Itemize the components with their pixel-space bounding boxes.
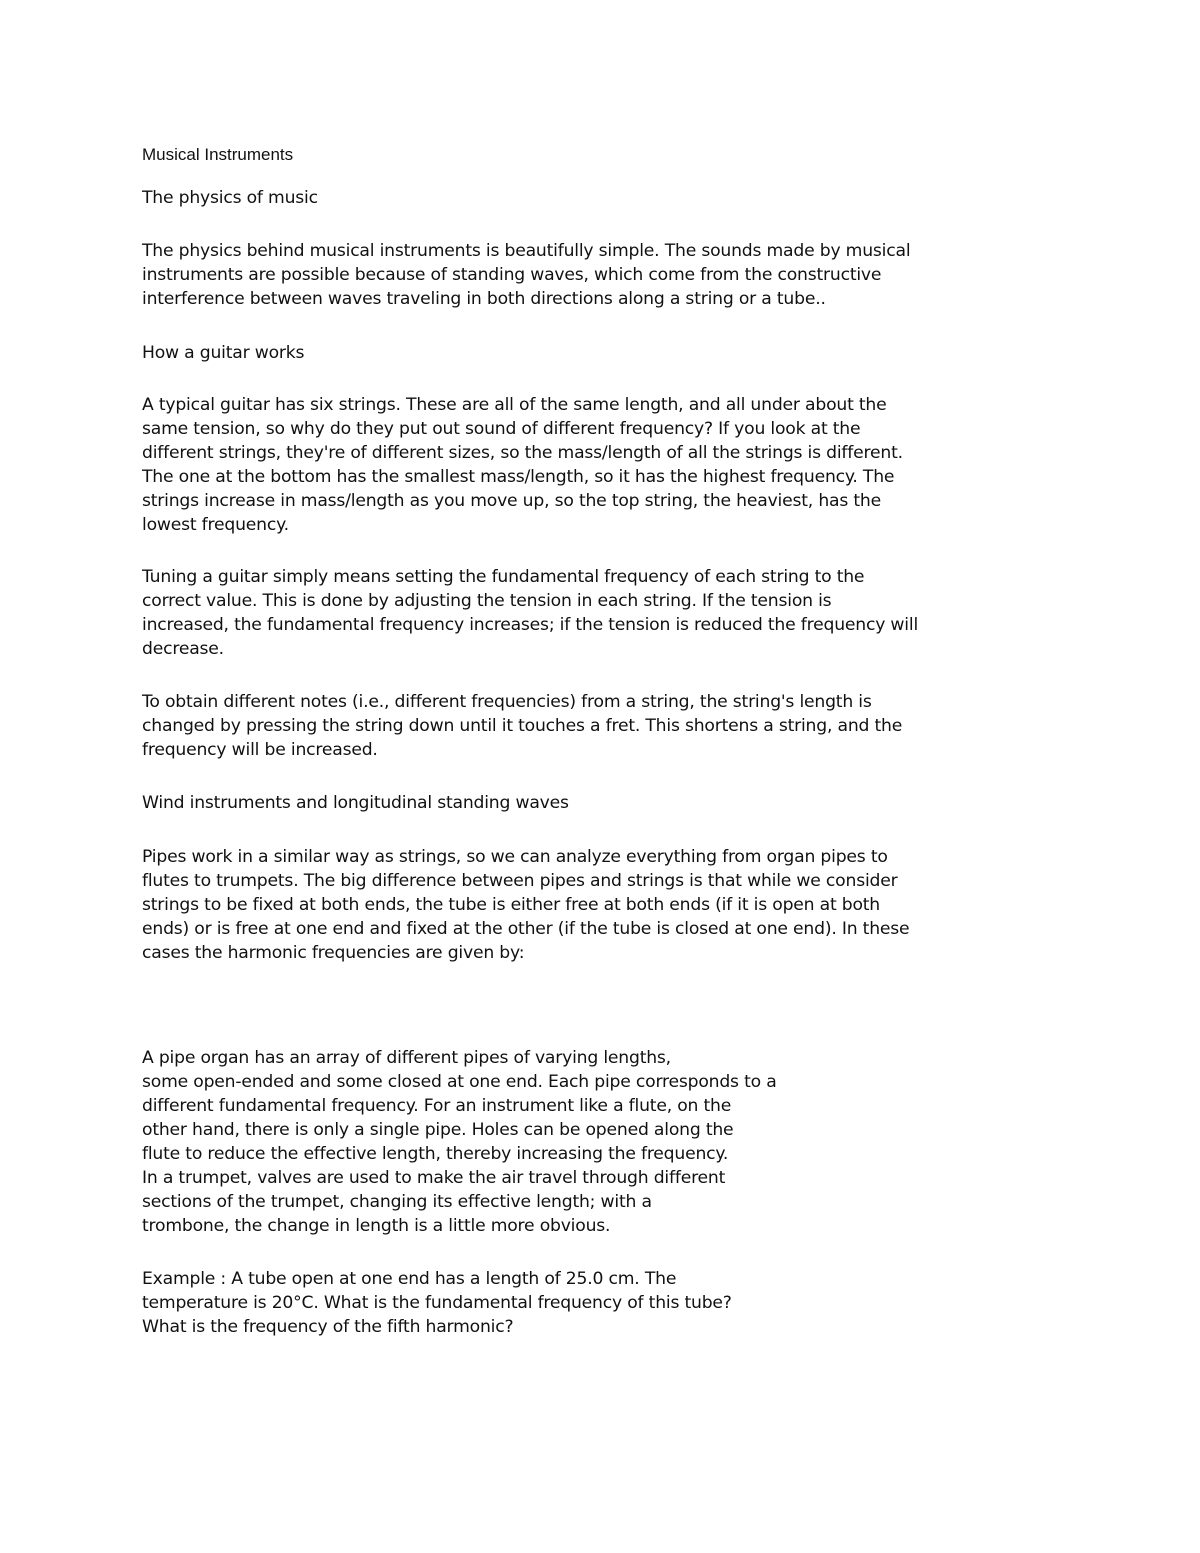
text-line: Example : A tube open at one end has a length of 25.0 cm. The xyxy=(142,1269,677,1289)
text-line: same tension, so why do they put out sound of different frequency? If you look at the xyxy=(142,419,861,439)
heading-guitar-works xyxy=(142,341,304,365)
paragraph-guitar-strings xyxy=(142,393,903,537)
text-line: A typical guitar has six strings. These are all of the same length, and all under about the xyxy=(142,395,887,415)
text-line: trombone, the change in length is a little more obvious. xyxy=(142,1216,611,1236)
text-line: sections of the trumpet, changing its effective length; with a xyxy=(142,1192,652,1212)
text-line: In a trumpet, valves are used to make the air travel through different xyxy=(142,1168,726,1188)
text-line: changed by pressing the string down until it touches a fret. This shortens a string, and the xyxy=(142,716,903,736)
text-line: The one at the bottom has the smallest mass/length, so it has the highest frequency. The xyxy=(142,467,895,487)
text-line: flutes to trumpets. The big difference between pipes and strings is that while we consider xyxy=(142,871,898,891)
text-line: different strings, they're of different sizes, so the mass/length of all the strings is different. xyxy=(142,443,903,463)
text-line: strings increase in mass/length as you move up, so the top string, the heaviest, has the xyxy=(142,491,881,511)
text-line: frequency will be increased. xyxy=(142,740,378,760)
text-line: correct value. This is done by adjusting the tension in each string. If the tension is xyxy=(142,591,832,611)
text-line: The physics behind musical instruments is beautifully simple. The sounds made by musical xyxy=(142,241,911,261)
text-line: Wind instruments and longitudinal standing waves xyxy=(142,793,569,813)
text-line: other hand, there is only a single pipe. Holes can be opened along the xyxy=(142,1120,734,1140)
text-line: interference between waves traveling in both directions along a string or a tube.. xyxy=(142,289,826,309)
text-line: What is the frequency of the fifth harmonic? xyxy=(142,1317,514,1337)
text-line: To obtain different notes (i.e., different frequencies) from a string, the string's length is xyxy=(142,692,872,712)
paragraph-physics-intro xyxy=(142,239,910,311)
text-line: ends) or is free at one end and fixed at the other (if the tube is closed at one end). In these xyxy=(142,919,910,939)
paragraph-guitar-tuning xyxy=(142,565,918,661)
text-line: flute to reduce the effective length, thereby increasing the frequency. xyxy=(142,1144,729,1164)
paragraph-guitar-notes xyxy=(142,690,902,762)
text-line: How a guitar works xyxy=(142,343,305,363)
text-line: temperature is 20°C. What is the fundamental frequency of this tube? xyxy=(142,1293,732,1313)
paragraph-pipes xyxy=(142,845,909,965)
heading-physics-of-music xyxy=(142,186,318,210)
text-line: The physics of music xyxy=(142,188,318,208)
document-title: Musical Instruments xyxy=(142,145,294,164)
paragraph-example xyxy=(142,1267,732,1339)
paragraph-pipe-organ xyxy=(142,1046,777,1238)
text-line: different fundamental frequency. For an instrument like a flute, on the xyxy=(142,1096,732,1116)
text-line: Pipes work in a similar way as strings, so we can analyze everything from organ pipes to xyxy=(142,847,888,867)
text-line: decrease. xyxy=(142,639,224,659)
text-line: lowest frequency. xyxy=(142,515,289,535)
text-line: Tuning a guitar simply means setting the fundamental frequency of each string to the xyxy=(142,567,865,587)
text-line: strings to be fixed at both ends, the tube is either free at both ends (if it is open at both xyxy=(142,895,881,915)
text-line: increased, the fundamental frequency increases; if the tension is reduced the frequency will xyxy=(142,615,919,635)
heading-wind-instruments xyxy=(142,791,569,815)
text-line: some open-ended and some closed at one end. Each pipe corresponds to a xyxy=(142,1072,777,1092)
text-line: cases the harmonic frequencies are given by: xyxy=(142,943,525,963)
text-line: A pipe organ has an array of different pipes of varying lengths, xyxy=(142,1048,671,1068)
text-line: instruments are possible because of standing waves, which come from the constructive xyxy=(142,265,882,285)
